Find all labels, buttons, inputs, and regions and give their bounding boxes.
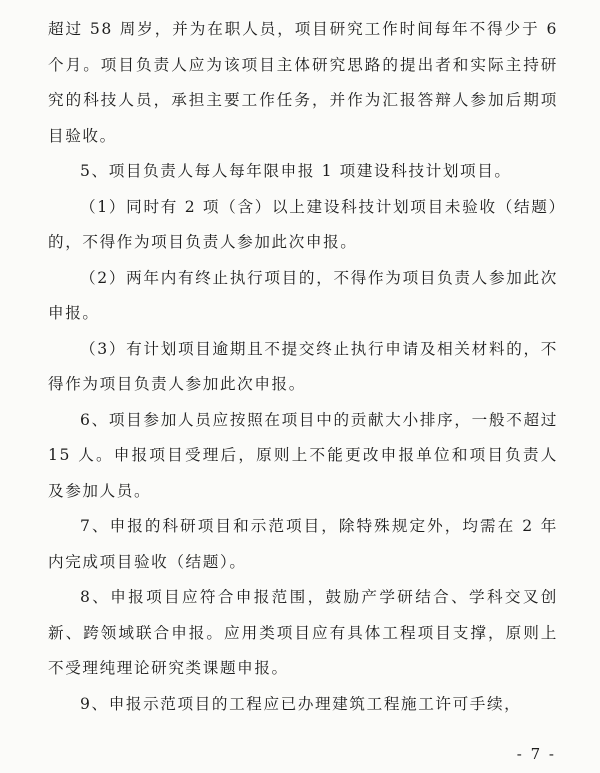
- paragraph-item-5-3: （3）有计划项目逾期且不提交终止执行申请及相关材料的，不得作为项目负责人参加此次申报。: [48, 339, 558, 393]
- paragraph-item-5-2: （2）两年内有终止执行项目的，不得作为项目负责人参加此次申报。: [48, 268, 558, 322]
- paragraph-item-7: 7、申报的科研项目和示范项目，除特殊规定外，均需在 2 年内完成项目验收（结题）。: [48, 517, 558, 571]
- paragraph-continuation: 超过 58 周岁，并为在职人员，项目研究工作时间每年不得少于 6 个月。项目负责人应为该项目主体研究思路的提出者和实际主持研究的科技人员，承担主要工作任务，并作为汇报答辩人参加后期项目验收。: [48, 20, 558, 145]
- paragraph-item-6: 6、项目参加人员应按照在项目中的贡献大小排序，一般不超过 15 人。申报项目受理后，原则上不能更改申报单位和项目负责人及参加人员。: [48, 410, 558, 500]
- page-number: - 7 -: [516, 745, 556, 763]
- document-body: [48, 12, 558, 722]
- paragraph-item-5: 5、项目负责人每人每年限申报 1 项建设科技计划项目。: [80, 162, 512, 180]
- paragraph-item-9: 9、申报示范项目的工程应已办理建筑工程施工许可手续，: [80, 694, 522, 713]
- paragraph-item-8: 8、申报项目应符合申报范围，鼓励产学研结合、学科交叉创新、跨领域联合申报。应用类项目应有具体工程项目支撑，原则上不受理纯理论研究类课题申报。: [48, 588, 558, 677]
- paragraph-item-5-1: （1）同时有 2 项（含）以上建设科技计划项目未验收（结题）的，不得作为项目负责人参加此次申报。: [48, 197, 558, 251]
